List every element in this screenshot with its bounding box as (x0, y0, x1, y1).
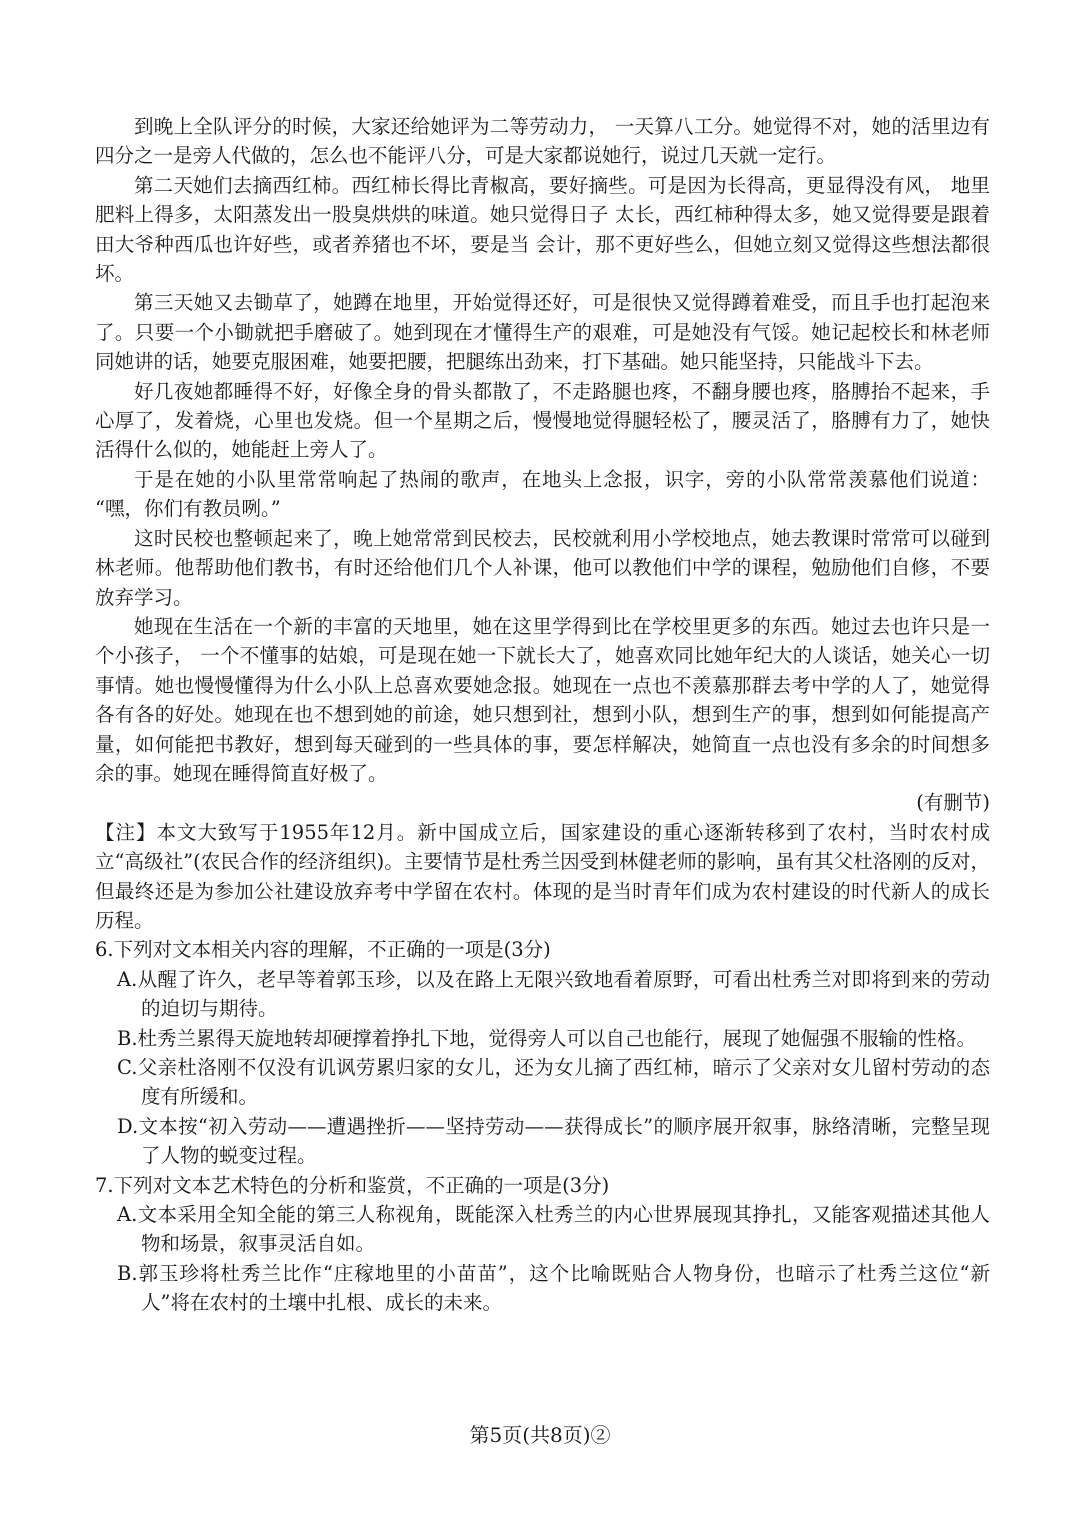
story-paragraph: 到晚上全队评分的时候，大家还给她评为二等劳动力， 一天算八工分。她觉得不对，她的活里边有四分之一是旁人代做的，怎么也不能评八分，可是大家都说她行，说过几天就一定行。 (95, 115, 990, 168)
story-paragraph: 第三天她又去锄草了，她蹲在地里，开始觉得还好，可是很快又觉得蹲着难受，而且手也打起泡来了。只要一个小锄就把手磨破了。她到现在才懂得生产的艰难，可是她没有气馁。她记起校长和林老师同她讲的话，她要克服困难，她要把腰，把腿练出劲来，打下基础。她只能坚持，只能战斗下去。 (95, 291, 990, 374)
question-6-stem: 6.下列对文本相关内容的理解，不正确的一项是(3分) (95, 938, 551, 962)
question-6-option-c: C.父亲杜洛刚不仅没有讥讽劳累归家的女儿，还为女儿摘了西红柿，暗示了父亲对女儿留村劳动的态度有所缓和。 (117, 1056, 990, 1109)
page-footer: 第5页(共8页)② (469, 1423, 611, 1447)
question-6-option-d: D.文本按“初入劳动——遭遇挫折——坚持劳动——获得成长”的顺序展开叙事，脉络清晰，完整呈现了人物的蜕变过程。 (117, 1114, 990, 1168)
question-7-option-b: B.郭玉珍将杜秀兰比作“庄稼地里的小苗苗”，这个比喻既贴合人物身份，也暗示了杜秀兰这位“新人”将在农村的土壤中扎根、成长的未来。 (117, 1261, 990, 1315)
question-6-option-b: B.杜秀兰累得天旋地转却硬撑着挣扎下地，觉得旁人可以自己也能行，展现了她倔强不服输的性格。 (117, 1026, 977, 1050)
question-7-option-a: A.文本采用全知全能的第三人称视角，既能深入杜秀兰的内心世界展现其挣扎，又能客观描述其他人物和场景，叙事灵活自如。 (117, 1203, 990, 1256)
abridged-mark: (有删节) (916, 791, 990, 815)
question-7-stem: 7.下列对文本艺术特色的分析和鉴赏，不正确的一项是(3分) (95, 1173, 610, 1197)
annotation-note: 【注】本文大致写于1955年12月。新中国成立后，国家建设的重心逐渐转移到了农村，当时农村成立“高级社”(农民合作的经济组织)。主要情节是杜秀兰因受到林健老师的影响，虽有其父杜洛刚的反对，但最终还是为参加公社建设放弃考中学留在农村。体现的是当时青年们成为农村建设的时代新人的成长历程。 (95, 820, 990, 932)
story-paragraph: 她现在生活在一个新的丰富的天地里，她在这里学得到比在学校里更多的东西。她过去也许只是一个小孩子， 一个不懂事的姑娘，可是现在她一下就长大了，她喜欢同比她年纪大的人谈话，她关心一切事情。她也慢慢懂得为什么小队上总喜欢要她念报。她现在一点也不羡慕那群去考中学的人了，她觉得各有各的好处。她现在也不想到她的前途，她只想到社，想到小队，想到生产的事，想到如何能提高产量，如何能把书教好，想到每天碰到的一些具体的事，要怎样解决，她简直一点也没有多余的时间想多余的事。她现在睡得简直好极了。 (95, 614, 990, 785)
story-paragraph: 第二天她们去摘西红柿。西红柿长得比青椒高，要好摘些。可是因为长得高，更显得没有风， 地里肥料上得多，太阳蒸发出一股臭烘烘的味道。她只觉得日子 太长，西红柿种得太多，她又觉得要是跟着田大爷种西瓜也许好些，或者养猪也不坏，要是当 会计，那不更好些么，但她立刻又觉得这些想法都很坏。 (95, 173, 990, 286)
story-paragraph: 于是在她的小队里常常响起了热闹的歌声，在地头上念报，识字，旁的小队常常羡慕他们说道： “嘿，你们有教员咧。” (95, 467, 990, 521)
exam-page (95, 112, 990, 1318)
story-paragraph: 这时民校也整顿起来了，晚上她常常到民校去，民校就利用小学校地点，她去教课时常常可以碰到林老师。他帮助他们教书，有时还给他们几个人补课，他可以教他们中学的课程，勉励他们自修，不要放弃学习。 (95, 526, 990, 609)
story-paragraph: 好几夜她都睡得不好，好像全身的骨头都散了，不走路腿也疼，不翻身腰也疼，胳膊抬不起来，手心厚了，发着烧，心里也发烧。但一个星期之后，慢慢地觉得腿轻松了，腰灵活了，胳膊有力了，她快活得什么似的，她能赶上旁人了。 (95, 379, 990, 462)
question-6-option-a: A.从醒了许久，老早等着郭玉珍，以及在路上无限兴致地看着原野，可看出杜秀兰对即将到来的劳动的迫切与期待。 (117, 967, 990, 1021)
